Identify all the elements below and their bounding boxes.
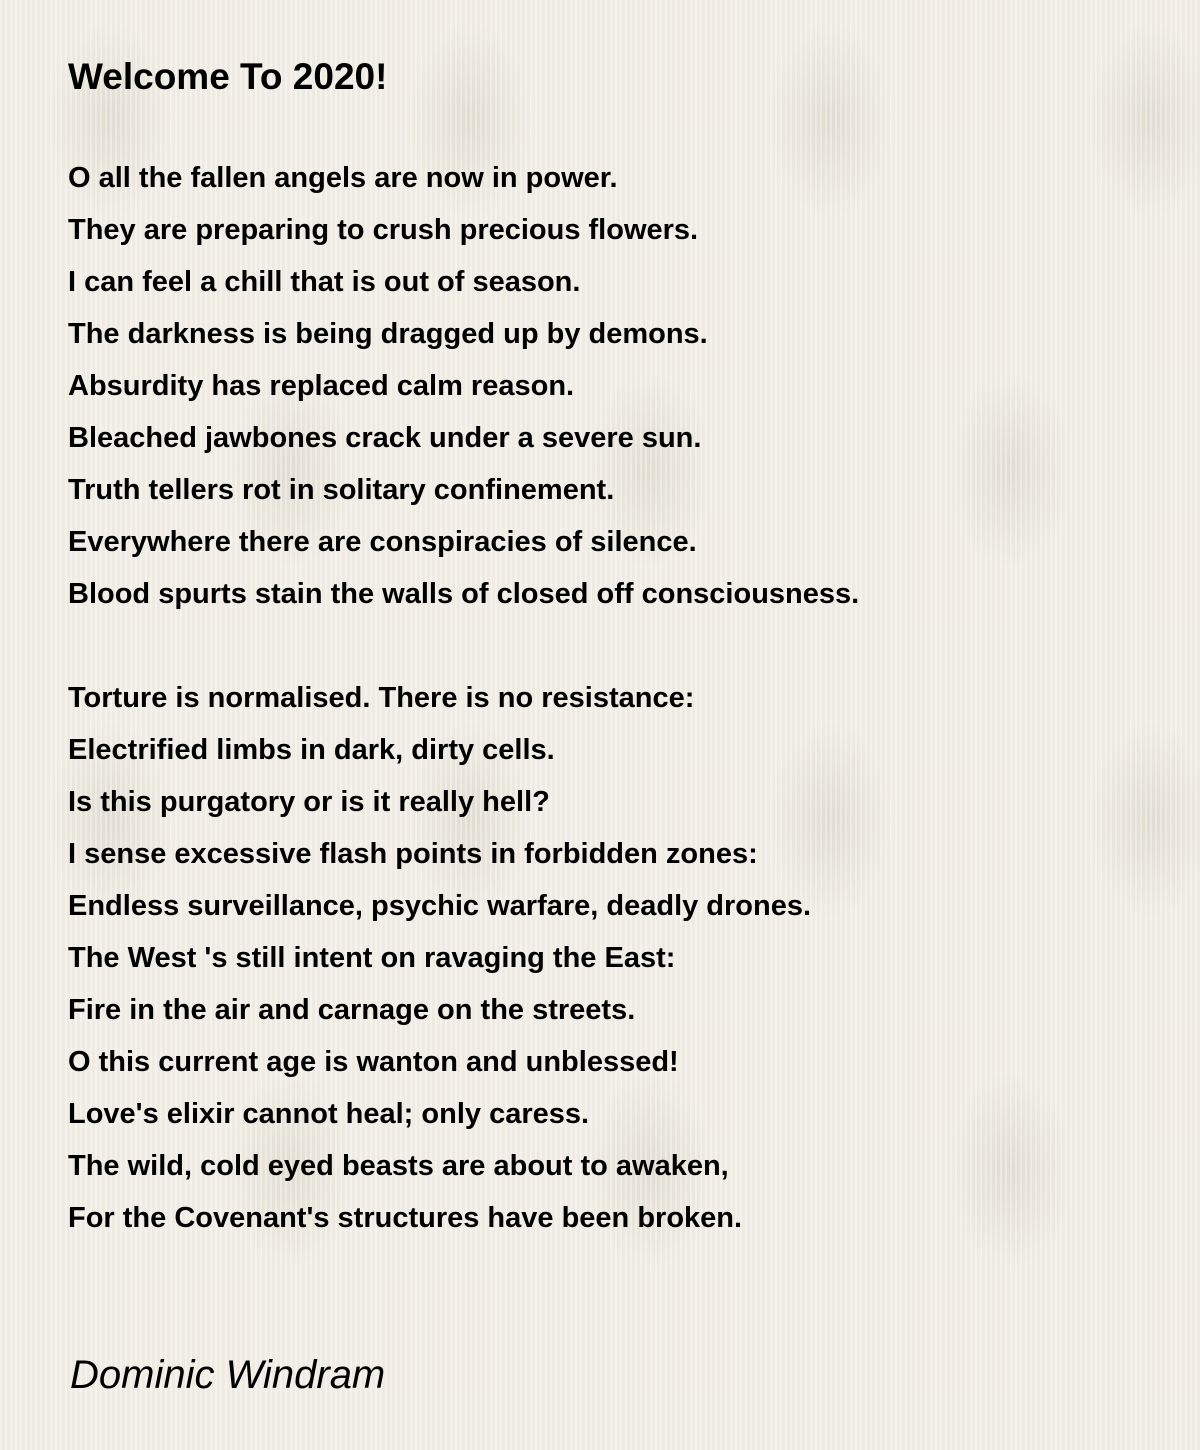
poem-body: [68, 152, 1148, 1244]
stanza-1: [68, 152, 1148, 620]
poem-line: Bleached jawbones crack under a severe sun.: [68, 422, 702, 454]
poem-line: I can feel a chill that is out of season.: [68, 266, 581, 298]
poem-line: O all the fallen angels are now in power.: [68, 162, 618, 194]
poem-line: Love's elixir cannot heal; only caress.: [68, 1098, 590, 1130]
poem-line: The darkness is being dragged up by demons.: [68, 318, 708, 350]
poem-author: Dominic Windram: [70, 1353, 386, 1397]
poem-title: Welcome To 2020!: [68, 56, 388, 97]
poem-line: Truth tellers rot in solitary confinement.: [68, 474, 615, 506]
poem-line: Blood spurts stain the walls of closed off consciousness.: [68, 578, 860, 610]
poem-line: Electrified limbs in dark, dirty cells.: [68, 734, 555, 766]
poem-page: [68, 48, 1148, 1296]
poem-line: They are preparing to crush precious flowers.: [68, 214, 699, 246]
poem-line: O this current age is wanton and unblessed!: [68, 1046, 679, 1078]
poem-line: Is this purgatory or is it really hell?: [68, 786, 550, 818]
poem-line: Endless surveillance, psychic warfare, deadly drones.: [68, 890, 812, 922]
poem-line: Torture is normalised. There is no resistance:: [68, 682, 695, 714]
poem-line: The West 's still intent on ravaging the East:: [68, 942, 676, 974]
poem-line: Fire in the air and carnage on the streets.: [68, 994, 636, 1026]
poem-line: Everywhere there are conspiracies of silence.: [68, 526, 697, 558]
poem-line: Absurdity has replaced calm reason.: [68, 370, 575, 402]
stanza-2: [68, 672, 1148, 1244]
poem-line: I sense excessive flash points in forbidden zones:: [68, 838, 758, 870]
poem-line: The wild, cold eyed beasts are about to awaken,: [68, 1150, 729, 1182]
poem-line: For the Covenant's structures have been broken.: [68, 1202, 743, 1234]
